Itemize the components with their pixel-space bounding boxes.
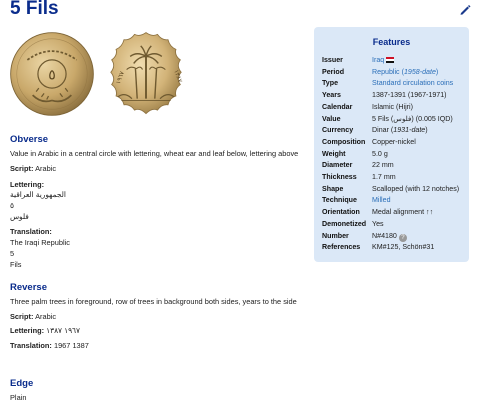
feature-label: Demonetized (322, 219, 367, 228)
iraq-flag-icon (386, 57, 394, 63)
feature-value: Yes (372, 219, 384, 228)
edit-pencil-icon[interactable] (458, 2, 472, 16)
feature-row-years (322, 90, 467, 102)
feature-value: 22 mm (372, 161, 394, 170)
reverse-translation-value: 1967 1387 (53, 341, 89, 350)
page-title: 5 Fils (10, 0, 59, 19)
feature-row-value (322, 114, 467, 126)
obverse-script-value: Arabic (35, 164, 57, 173)
obverse-script (10, 164, 56, 174)
period-date: 1958-date (403, 67, 436, 76)
svg-text:١٩٦٧: ١٩٦٧ (114, 70, 127, 86)
feature-value: 1.7 mm (372, 173, 396, 181)
feature-value: Scalloped (with 12 notches) (372, 184, 460, 193)
help-icon[interactable]: ? (399, 234, 407, 242)
feature-row-composition (322, 137, 467, 149)
edge-heading: Edge (10, 378, 34, 389)
reverse-translation-label: Translation: (10, 341, 52, 350)
number-value: N#4180 (372, 231, 397, 240)
feature-label: Issuer (322, 56, 343, 64)
feature-row-period: Period Republic (1958-date) (322, 67, 467, 79)
feature-label: Thickness (322, 173, 357, 181)
feature-label: Period (322, 67, 345, 76)
obverse-description: Value in Arabic in a central circle with lettering, wheat ear and leaf below, lettering above (10, 149, 299, 158)
technique-link[interactable]: Milled (372, 196, 391, 205)
feature-value: Islamic (Hijri) (372, 102, 413, 111)
currency-value: Dinar (372, 126, 389, 135)
feature-row-type (322, 78, 467, 90)
feature-row-shape (322, 184, 467, 196)
obverse-lettering-label: Lettering: (10, 180, 45, 189)
svg-text:٥: ٥ (48, 67, 56, 84)
reverse-translation (10, 341, 89, 351)
obverse-translation-line-2: 5 (10, 249, 15, 258)
type-link[interactable]: Standard circulation coins (372, 79, 454, 88)
feature-label: Diameter (322, 161, 353, 170)
feature-label: Number (322, 231, 349, 240)
period-link[interactable]: Republic (372, 67, 400, 76)
svg-text:١٣٨٧: ١٣٨٧ (172, 68, 184, 84)
obverse-translation-label: Translation: (10, 227, 52, 236)
reverse-script (10, 312, 56, 322)
obverse-lettering-line-3: فلوس (10, 212, 29, 221)
reverse-heading: Reverse (10, 282, 47, 293)
feature-label: Shape (322, 184, 344, 193)
feature-label: Years (322, 91, 341, 100)
feature-value: Copper-nickel (372, 137, 416, 146)
reverse-lettering-value: ١٩٦٧ ١٣٨٧ (46, 326, 80, 335)
feature-label: Type (322, 79, 339, 88)
reverse-script-label: Script: (10, 312, 34, 321)
edge-value: Plain (10, 393, 27, 402)
feature-row-diameter (322, 160, 467, 172)
feature-value: KM#125, Schön#31 (372, 243, 435, 252)
feature-row-technique (322, 195, 467, 207)
feature-value: 1387-1391 (1967-1971) (372, 91, 447, 100)
issuer-link[interactable]: Iraq (372, 56, 385, 64)
reverse-description: Three palm trees in foreground, row of trees in background both sides, years to the side (10, 297, 297, 306)
feature-row-issuer (322, 55, 467, 67)
feature-value: Medal alignment ↑↑ (372, 208, 434, 217)
coin-obverse-image[interactable] (8, 30, 96, 118)
feature-label: Value (322, 114, 341, 123)
feature-row-references (322, 242, 467, 254)
feature-row-weight (322, 149, 467, 161)
feature-value: 5.0 g (372, 149, 388, 158)
reverse-script-value: Arabic (35, 312, 57, 321)
feature-row-currency: Currency Dinar (1931-date) (322, 125, 467, 137)
feature-label: Technique (322, 196, 357, 205)
obverse-translation-line-1: The Iraqi Republic (10, 238, 70, 247)
feature-label: Currency (322, 126, 354, 135)
obverse-lettering-line-2: ٥ (10, 201, 14, 210)
obverse-lettering-line-1: الجمهورية العراقية (10, 190, 66, 199)
reverse-lettering-label: Lettering: (10, 326, 45, 335)
feature-row-calendar (322, 102, 467, 114)
features-heading: Features (372, 37, 411, 47)
feature-row-number (322, 231, 467, 243)
obverse-heading: Obverse (10, 134, 49, 145)
reverse-lettering (10, 326, 80, 336)
feature-label: References (322, 243, 361, 252)
feature-label: Composition (322, 137, 366, 146)
feature-row-demonetized (322, 219, 467, 231)
feature-row-orientation (322, 207, 467, 219)
feature-label: Orientation (322, 208, 360, 217)
coin-reverse-image[interactable] (102, 30, 190, 118)
obverse-translation-line-3: Fils (10, 260, 22, 269)
obverse-script-label: Script: (10, 164, 34, 173)
currency-date: 1931-date (393, 126, 426, 135)
feature-label: Weight (322, 149, 346, 158)
features-panel (314, 27, 469, 262)
feature-row-thickness (322, 172, 467, 184)
feature-label: Calendar (322, 102, 353, 111)
feature-value: 5 Fils (فلوس) (0.005 IQD) (372, 114, 453, 123)
